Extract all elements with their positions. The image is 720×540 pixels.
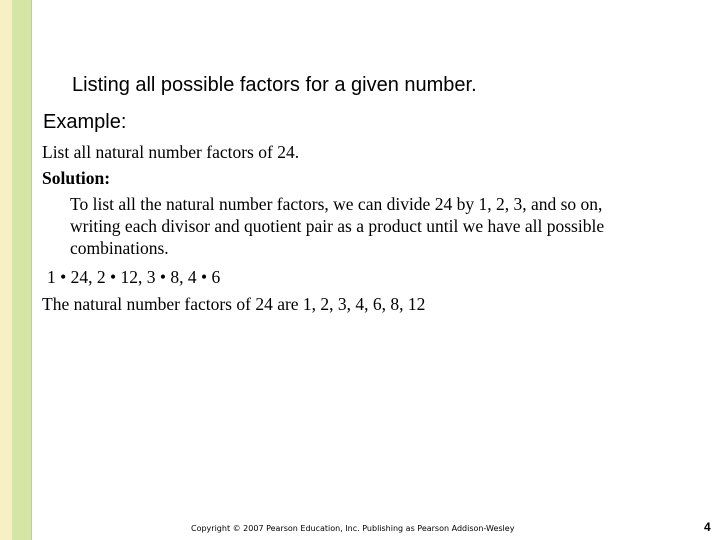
solution-line: To list all the natural number factors, we can divide 24 by 1, 2, 3, and so on, — [70, 194, 603, 214]
answer-text: The natural number factors of 24 are 1, 2, 3, 4, 6, 8, 12 — [42, 294, 426, 314]
left-border-green — [12, 0, 31, 540]
example-label: Example: — [43, 111, 127, 133]
left-border-line — [31, 0, 32, 540]
solution-label: Solution: — [42, 168, 111, 188]
factor-pairs: 1 • 24, 2 • 12, 3 • 8, 4 • 6 — [47, 267, 221, 287]
page-number: 4 — [704, 520, 711, 534]
solution-paragraph — [70, 193, 604, 259]
copyright-footer: Copyright © 2007 Pearson Education, Inc. Publishing as Pearson Addison-Wesley — [191, 524, 515, 533]
problem-text: List all natural number factors of 24. — [42, 142, 300, 162]
solution-line: combinations. — [70, 238, 169, 258]
solution-line: writing each divisor and quotient pair as a product until we have all possible — [70, 216, 605, 236]
slide-heading: Listing all possible factors for a given number. — [72, 74, 477, 96]
left-border-light — [0, 0, 12, 540]
